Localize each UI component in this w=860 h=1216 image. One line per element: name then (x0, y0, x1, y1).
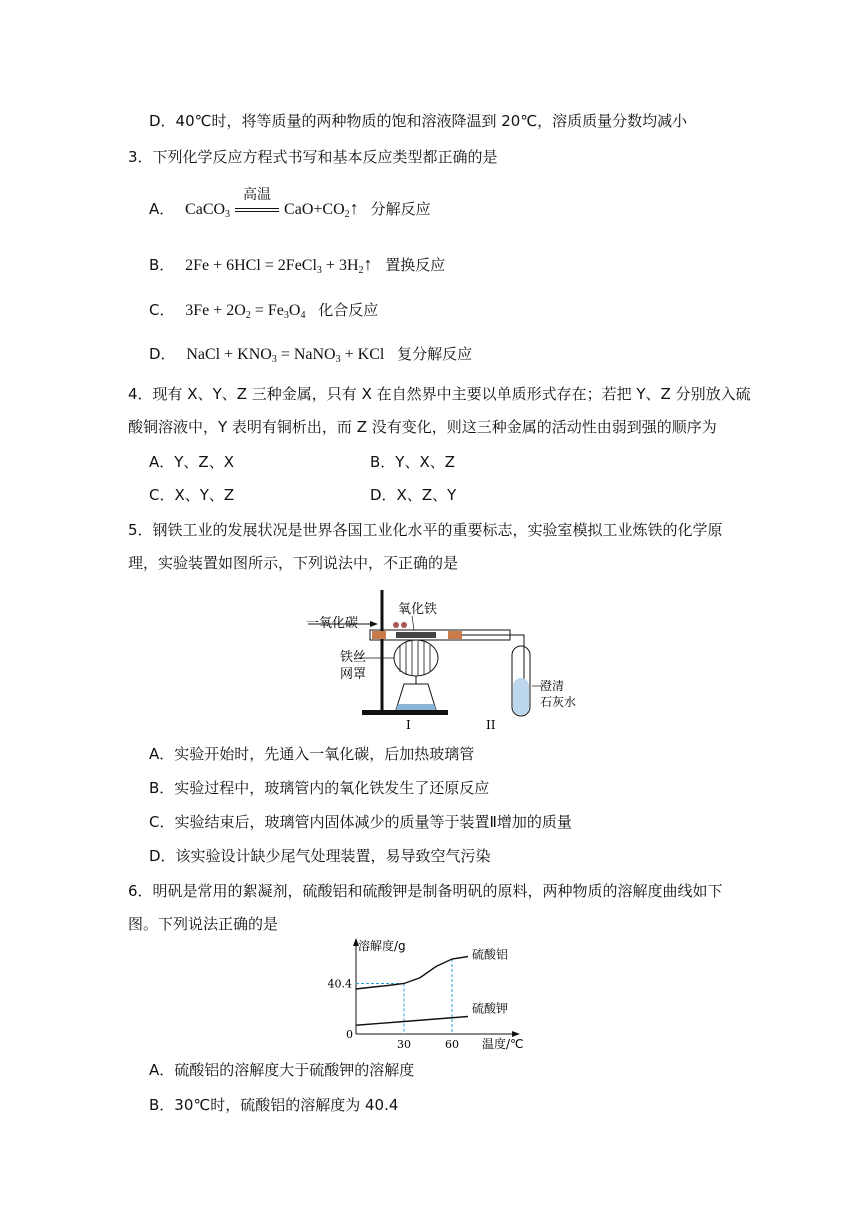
label-wire: 铁丝 (340, 650, 367, 665)
reaction-type: 分解反应 (370, 200, 431, 218)
equation: 2Fe + 6HCl = 2FeCl$_3$ + $3H_2↑$ (185, 254, 373, 276)
x-tick-label: 30 (397, 1038, 411, 1051)
solubility-chart (320, 934, 540, 1050)
label-carbon-monoxide: 一氧化碳 (306, 616, 359, 631)
q5-stem-line2: 理，实验装置如图所示，下列说法中，不正确的是 (128, 554, 459, 572)
q6-stem-line2: 图。下列说法正确的是 (128, 915, 279, 933)
q4-stem-line2: 酸铜溶液中，Y 表明有铜析出，而 Z 没有变化，则这三种金属的活动性由弱到强的顺序为 (128, 418, 717, 436)
series-line-aluminium-sulfate (356, 957, 468, 990)
q3-stem: 3．下列化学反应方程式书写和基本反应类型都正确的是 (128, 148, 498, 166)
reaction-type: 化合反应 (318, 301, 379, 319)
reaction-condition: 高温 (234, 201, 280, 219)
series-label-potassium-sulfate: 硫酸钾 (472, 1001, 509, 1016)
reactant: CaCO$_3$ (185, 201, 231, 220)
q5-stem-line1: 5．钢铁工业的发展状况是世界各国工业化水平的重要标志，实验室模拟工业炼铁的化学原 (128, 521, 723, 539)
option-label: A． (149, 200, 175, 218)
q5-option-b: B．实验过程中，玻璃管内的氧化铁发生了还原反应 (149, 779, 490, 797)
option-label: C． (149, 301, 175, 319)
gas-arrow-icon: ↑ (349, 198, 359, 218)
origin-label: 0 (346, 1028, 353, 1041)
x-tick-label: 60 (445, 1038, 459, 1051)
ironmaking-apparatus-figure (300, 586, 577, 732)
label-iron-oxide: 氧化铁 (398, 602, 438, 617)
label-device-ii: II (486, 718, 496, 732)
q4-option-d: D．X、Z、Y (370, 486, 457, 504)
q6-option-b: B．30℃时，硫酸铝的溶解度为 40.4 (149, 1096, 399, 1114)
series-line-potassium-sulfate (356, 1017, 468, 1026)
x-axis-label: 温度/℃ (482, 1037, 524, 1051)
q5-option-c: C．实验结束后，玻璃管内固体减少的质量等于装置Ⅱ增加的质量 (149, 813, 572, 831)
equation: $3Fe + 2O_2 = Fe_3O_4$ (185, 302, 306, 321)
q5-option-d: D．该实验设计缺少尾气处理装置，易导致空气污染 (149, 847, 491, 865)
q2-option-d: D．40℃时，将等质量的两种物质的饱和溶液降温到 20℃，溶质质量分数均减小 (149, 112, 688, 130)
label-device-i: I (406, 718, 411, 732)
q4-option-b: B．Y、X、Z (370, 453, 456, 471)
q3-option-b (149, 254, 445, 276)
q4-stem-line1: 4．现有 X、Y、Z 三种金属，只有 X 在自然界中主要以单质形式存在；若把 Y、Z 分别放入硫 (128, 385, 751, 403)
products: $CaO+CO_2$ (284, 201, 350, 220)
label-clear: 澄清 (540, 679, 565, 693)
q6-option-a: A．硫酸铝的溶解度大于硫酸钾的溶解度 (149, 1061, 415, 1079)
q5-option-a: A．实验开始时，先通入一氧化碳，后加热玻璃管 (149, 745, 475, 763)
label-mesh: 网罩 (340, 667, 367, 682)
series-label-aluminium-sulfate: 硫酸铝 (472, 947, 509, 962)
option-label: D． (149, 345, 176, 363)
q3-option-a (149, 187, 431, 220)
gas-arrow-icon: ↑ (363, 254, 373, 274)
equation: NaCl + $KNO_3$ = NaNO$_3$ + KCl (186, 346, 385, 365)
q3-option-c (149, 299, 378, 321)
reaction-type: 置换反应 (385, 256, 446, 274)
reaction-type: 复分解反应 (397, 345, 473, 363)
q4-option-a: A．Y、Z、X (149, 453, 234, 471)
q6-stem-line1: 6．明矾是常用的絮凝剂，硫酸铝和硫酸钾是制备明矾的原料，两种物质的溶解度曲线如下 (128, 882, 723, 900)
y-tick-label: 40.4 (327, 977, 352, 991)
q4-option-c: C．X、Y、Z (149, 486, 235, 504)
y-axis-label: 溶解度/g (358, 939, 406, 953)
option-label: B． (149, 256, 175, 274)
q3-option-d (149, 343, 472, 365)
label-lime-water: 石灰水 (540, 695, 577, 709)
